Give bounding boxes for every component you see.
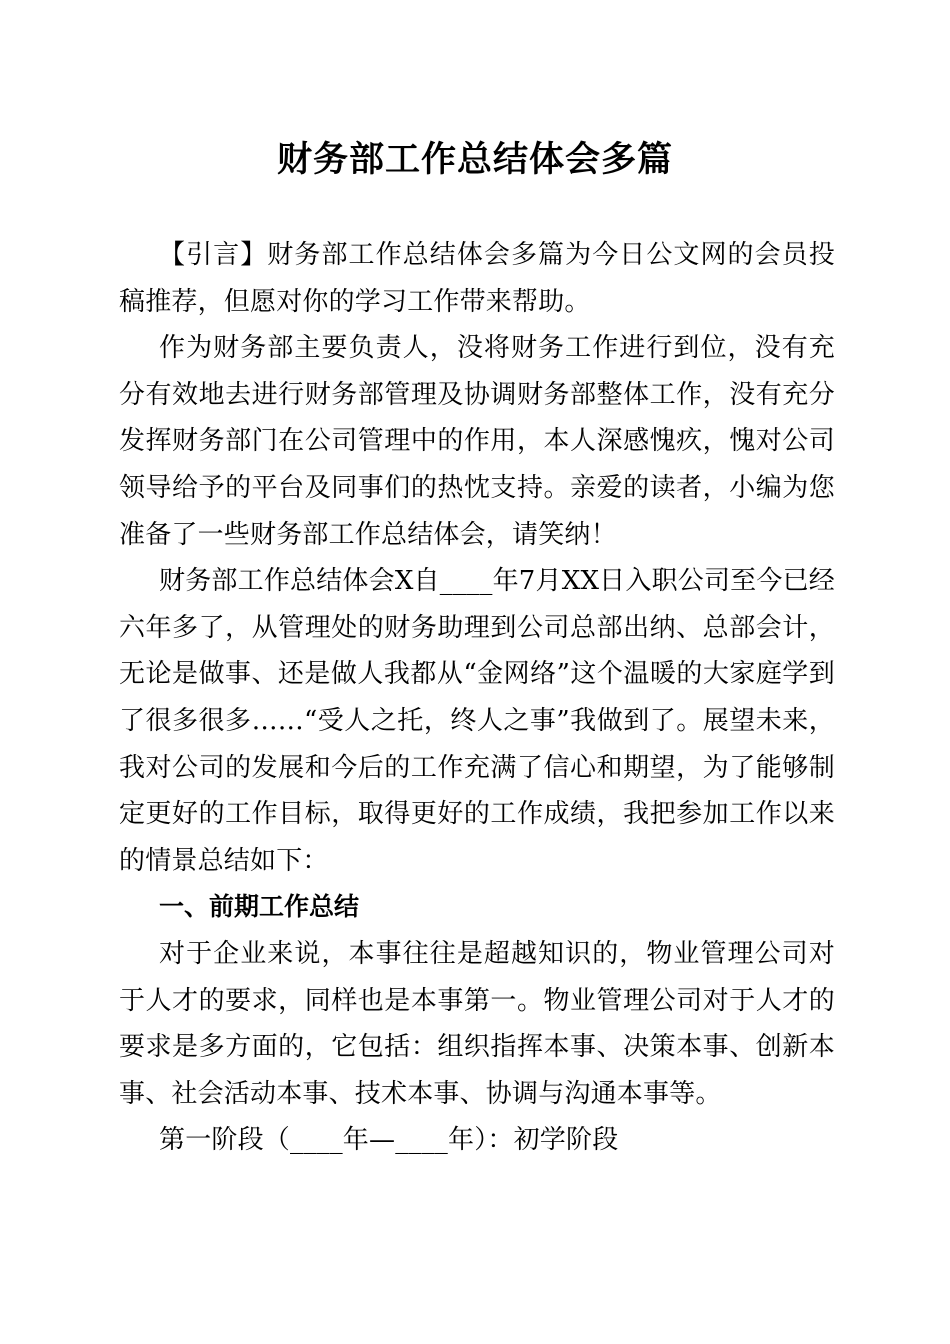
section-paragraph: 对于企业来说，本事往往是超越知识的，物业管理公司对于人才的要求，同样也是本事第一。物业管理公司对于人才的要求是多方面的，它包括：组织指挥本事、决策本事、创新本事、社会活动本事、技术本事、协调与沟通本事等。 xyxy=(119,938,835,1109)
body-paragraph: 财务部工作总结体会X自____年7月XX日入职公司至今已经六年多了，从管理处的财务助理到公司总部出纳、总部会计，无论是做事、还是做人我都从“金网络”这个温暖的大家庭学到了很多很多……“受人之托，终人之事”我做到了。展望未来，我对公司的发展和今后的工作充满了信心和期望，为了能够制定更好的工作目标，取得更好的工作成绩，我把参加工作以来的情景总结如下： xyxy=(119,566,835,876)
section-heading: 一、前期工作总结 xyxy=(159,892,360,922)
document-body xyxy=(119,232,835,1164)
intro-paragraph: 【引言】财务部工作总结体会多篇为今日公文网的会员投稿推荐，但愿对你的学习工作带来帮助。 xyxy=(119,240,835,317)
stage-heading: 第一阶段（____年—____年）：初学阶段 xyxy=(159,1125,619,1156)
body-paragraph: 作为财务部主要负责人，没将财务工作进行到位，没有充分有效地去进行财务部管理及协调财务部整体工作，没有充分发挥财务部门在公司管理中的作用，本人深感愧疚，愧对公司领导给予的平台及同事们的热忱支持。亲爱的读者，小编为您准备了一些财务部工作总结体会，请笑纳！ xyxy=(119,333,835,550)
document-title: 财务部工作总结体会多篇 xyxy=(276,140,673,180)
